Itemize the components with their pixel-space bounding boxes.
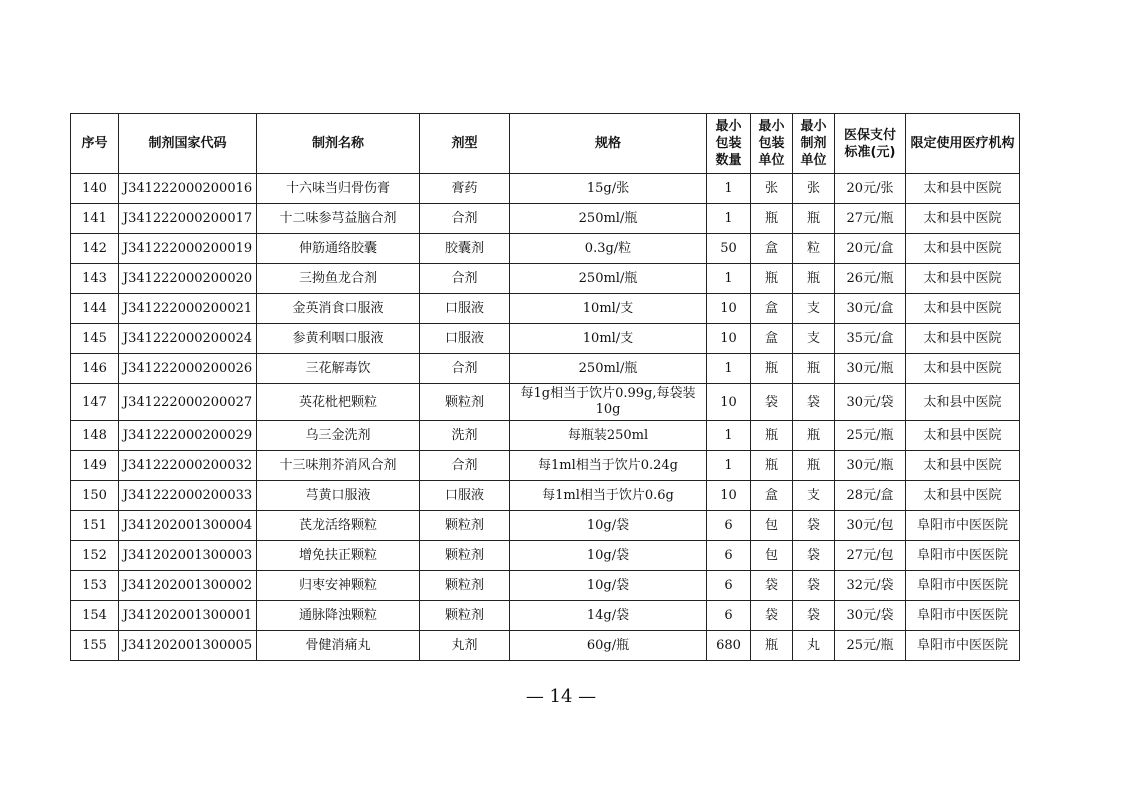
cell-price: 30元/袋 [835, 384, 906, 421]
cell-qty: 10 [707, 294, 751, 324]
cell-prep-unit: 瓶 [793, 354, 835, 384]
cell-price: 25元/瓶 [835, 631, 906, 661]
cell-code: J341222000200027 [119, 384, 257, 421]
cell-code: J341222000200019 [119, 234, 257, 264]
table-header-row [71, 114, 1020, 174]
cell-institution: 太和县中医院 [906, 294, 1020, 324]
cell-pack-unit: 盒 [751, 294, 793, 324]
table-row [71, 451, 1020, 481]
header-price [835, 114, 906, 174]
cell-seq: 155 [71, 631, 119, 661]
cell-name: 十三味荆芥消风合剂 [257, 451, 420, 481]
cell-price: 32元/袋 [835, 571, 906, 601]
cell-pack-unit: 瓶 [751, 354, 793, 384]
table-row [71, 204, 1020, 234]
table-row [71, 324, 1020, 354]
cell-pack-unit: 袋 [751, 384, 793, 421]
cell-pack-unit: 盒 [751, 481, 793, 511]
cell-institution: 太和县中医院 [906, 324, 1020, 354]
cell-form: 口服液 [420, 481, 510, 511]
cell-prep-unit: 瓶 [793, 421, 835, 451]
header-min-prep-unit-line: 最小 [800, 119, 827, 134]
cell-qty: 680 [707, 631, 751, 661]
cell-prep-unit: 袋 [793, 541, 835, 571]
cell-name: 三拗鱼龙合剂 [257, 264, 420, 294]
cell-name: 金英消食口服液 [257, 294, 420, 324]
cell-spec: 10ml/支 [510, 324, 707, 354]
cell-spec: 10g/袋 [510, 571, 707, 601]
cell-form: 颗粒剂 [420, 541, 510, 571]
cell-code: J341222000200021 [119, 294, 257, 324]
cell-code: J341222000200017 [119, 204, 257, 234]
header-min-qty-line: 最小 [715, 119, 742, 134]
cell-institution: 太和县中医院 [906, 481, 1020, 511]
cell-institution: 阜阳市中医医院 [906, 631, 1020, 661]
cell-form: 合剂 [420, 354, 510, 384]
table-row [71, 421, 1020, 451]
header-seq: 序号 [71, 114, 119, 174]
table-row [71, 174, 1020, 204]
cell-pack-unit: 瓶 [751, 451, 793, 481]
cell-spec: 14g/袋 [510, 601, 707, 631]
cell-seq: 147 [71, 384, 119, 421]
cell-form: 合剂 [420, 204, 510, 234]
cell-prep-unit: 支 [793, 481, 835, 511]
cell-pack-unit: 瓶 [751, 264, 793, 294]
cell-price: 27元/包 [835, 541, 906, 571]
cell-qty: 1 [707, 204, 751, 234]
cell-institution: 太和县中医院 [906, 421, 1020, 451]
cell-prep-unit: 袋 [793, 384, 835, 421]
cell-spec: 250ml/瓶 [510, 264, 707, 294]
cell-spec: 15g/张 [510, 174, 707, 204]
cell-form: 口服液 [420, 324, 510, 354]
cell-code: J341202001300002 [119, 571, 257, 601]
cell-form: 口服液 [420, 294, 510, 324]
header-min-pack-unit [751, 114, 793, 174]
cell-form: 丸剂 [420, 631, 510, 661]
table-row [71, 264, 1020, 294]
cell-prep-unit: 袋 [793, 601, 835, 631]
cell-institution: 太和县中医院 [906, 354, 1020, 384]
cell-prep-unit: 支 [793, 324, 835, 354]
table-row [71, 601, 1020, 631]
cell-name: 增免扶正颗粒 [257, 541, 420, 571]
table-row [71, 511, 1020, 541]
cell-spec: 10ml/支 [510, 294, 707, 324]
cell-seq: 142 [71, 234, 119, 264]
cell-qty: 6 [707, 541, 751, 571]
cell-form: 合剂 [420, 451, 510, 481]
cell-code: J341222000200020 [119, 264, 257, 294]
table-row [71, 481, 1020, 511]
cell-qty: 6 [707, 571, 751, 601]
header-min-prep-unit-line: 制剂 [800, 136, 827, 151]
cell-code: J341222000200033 [119, 481, 257, 511]
cell-pack-unit: 瓶 [751, 204, 793, 234]
cell-prep-unit: 袋 [793, 571, 835, 601]
header-min-prep-unit [793, 114, 835, 174]
cell-spec: 每1g相当于饮片0.99g,每袋装10g [510, 384, 707, 421]
cell-seq: 153 [71, 571, 119, 601]
cell-seq: 143 [71, 264, 119, 294]
cell-prep-unit: 张 [793, 174, 835, 204]
cell-name: 芎黄口服液 [257, 481, 420, 511]
cell-name: 芪龙活络颗粒 [257, 511, 420, 541]
cell-form: 膏药 [420, 174, 510, 204]
cell-spec: 每1ml相当于饮片0.24g [510, 451, 707, 481]
cell-seq: 152 [71, 541, 119, 571]
cell-code: J341202001300001 [119, 601, 257, 631]
cell-seq: 150 [71, 481, 119, 511]
cell-spec: 每1ml相当于饮片0.6g [510, 481, 707, 511]
cell-code: J341202001300004 [119, 511, 257, 541]
cell-price: 30元/瓶 [835, 354, 906, 384]
cell-price: 25元/瓶 [835, 421, 906, 451]
header-min-prep-unit-line: 单位 [800, 153, 827, 168]
header-form: 剂型 [420, 114, 510, 174]
header-min-qty [707, 114, 751, 174]
table-row [71, 234, 1020, 264]
cell-institution: 阜阳市中医医院 [906, 601, 1020, 631]
drug-list-table [70, 113, 1020, 661]
cell-institution: 太和县中医院 [906, 174, 1020, 204]
cell-price: 30元/盒 [835, 294, 906, 324]
cell-institution: 阜阳市中医医院 [906, 511, 1020, 541]
cell-code: J341222000200016 [119, 174, 257, 204]
cell-qty: 1 [707, 174, 751, 204]
cell-qty: 10 [707, 481, 751, 511]
cell-name: 伸筋通络胶囊 [257, 234, 420, 264]
cell-institution: 太和县中医院 [906, 451, 1020, 481]
header-min-pack-unit-line: 包装 [758, 136, 785, 151]
cell-spec: 10g/袋 [510, 541, 707, 571]
cell-form: 颗粒剂 [420, 511, 510, 541]
cell-name: 三花解毒饮 [257, 354, 420, 384]
cell-seq: 141 [71, 204, 119, 234]
cell-pack-unit: 盒 [751, 234, 793, 264]
cell-qty: 1 [707, 451, 751, 481]
cell-spec: 10g/袋 [510, 511, 707, 541]
table-row [71, 541, 1020, 571]
cell-form: 合剂 [420, 264, 510, 294]
header-min-qty-line: 包装 [715, 136, 742, 151]
cell-institution: 太和县中医院 [906, 264, 1020, 294]
cell-code: J341222000200024 [119, 324, 257, 354]
cell-price: 35元/盒 [835, 324, 906, 354]
cell-price: 30元/袋 [835, 601, 906, 631]
cell-prep-unit: 粒 [793, 234, 835, 264]
cell-form: 颗粒剂 [420, 571, 510, 601]
cell-name: 参黄利咽口服液 [257, 324, 420, 354]
cell-name: 十二味参芎益脑合剂 [257, 204, 420, 234]
header-spec: 规格 [510, 114, 707, 174]
cell-price: 28元/盒 [835, 481, 906, 511]
cell-price: 27元/瓶 [835, 204, 906, 234]
cell-form: 胶囊剂 [420, 234, 510, 264]
cell-seq: 146 [71, 354, 119, 384]
table-row [71, 294, 1020, 324]
header-min-pack-unit-line: 单位 [758, 153, 785, 168]
cell-spec: 每瓶装250ml [510, 421, 707, 451]
cell-qty: 6 [707, 511, 751, 541]
cell-spec: 250ml/瓶 [510, 354, 707, 384]
cell-prep-unit: 瓶 [793, 451, 835, 481]
cell-price: 30元/瓶 [835, 451, 906, 481]
cell-prep-unit: 丸 [793, 631, 835, 661]
cell-name: 骨健消痛丸 [257, 631, 420, 661]
cell-form: 颗粒剂 [420, 384, 510, 421]
cell-name: 通脉降浊颗粒 [257, 601, 420, 631]
cell-seq: 149 [71, 451, 119, 481]
header-min-pack-unit-line: 最小 [758, 119, 785, 134]
cell-qty: 10 [707, 384, 751, 421]
table-row [71, 384, 1020, 421]
page-number: — 14 — [525, 686, 597, 707]
cell-seq: 140 [71, 174, 119, 204]
cell-qty: 1 [707, 264, 751, 294]
cell-pack-unit: 袋 [751, 571, 793, 601]
cell-price: 20元/张 [835, 174, 906, 204]
cell-price: 30元/包 [835, 511, 906, 541]
cell-pack-unit: 包 [751, 511, 793, 541]
cell-pack-unit: 瓶 [751, 421, 793, 451]
cell-pack-unit: 包 [751, 541, 793, 571]
cell-qty: 1 [707, 354, 751, 384]
table-row [71, 631, 1020, 661]
cell-prep-unit: 支 [793, 294, 835, 324]
cell-name: 十六味当归骨伤膏 [257, 174, 420, 204]
header-institution: 限定使用医疗机构 [906, 114, 1020, 174]
cell-code: J341202001300003 [119, 541, 257, 571]
cell-qty: 50 [707, 234, 751, 264]
cell-code: J341222000200029 [119, 421, 257, 451]
table-row [71, 571, 1020, 601]
cell-qty: 1 [707, 421, 751, 451]
cell-pack-unit: 瓶 [751, 631, 793, 661]
cell-prep-unit: 袋 [793, 511, 835, 541]
cell-spec: 60g/瓶 [510, 631, 707, 661]
cell-prep-unit: 瓶 [793, 204, 835, 234]
cell-spec: 250ml/瓶 [510, 204, 707, 234]
cell-institution: 阜阳市中医医院 [906, 541, 1020, 571]
header-price-line: 医保支付 [843, 127, 896, 143]
cell-prep-unit: 瓶 [793, 264, 835, 294]
cell-pack-unit: 张 [751, 174, 793, 204]
header-min-qty-line: 数量 [715, 153, 742, 168]
cell-seq: 151 [71, 511, 119, 541]
cell-code: J341202001300005 [119, 631, 257, 661]
cell-name: 乌三金洗剂 [257, 421, 420, 451]
cell-institution: 阜阳市中医医院 [906, 571, 1020, 601]
cell-price: 26元/瓶 [835, 264, 906, 294]
cell-name: 英花枇杷颗粒 [257, 384, 420, 421]
cell-form: 洗剂 [420, 421, 510, 451]
cell-spec: 0.3g/粒 [510, 234, 707, 264]
cell-code: J341222000200026 [119, 354, 257, 384]
cell-seq: 145 [71, 324, 119, 354]
cell-institution: 太和县中医院 [906, 234, 1020, 264]
cell-name: 归枣安神颗粒 [257, 571, 420, 601]
cell-seq: 154 [71, 601, 119, 631]
cell-form: 颗粒剂 [420, 601, 510, 631]
cell-institution: 太和县中医院 [906, 204, 1020, 234]
cell-qty: 6 [707, 601, 751, 631]
header-code: 制剂国家代码 [119, 114, 257, 174]
header-name: 制剂名称 [257, 114, 420, 174]
cell-institution: 太和县中医院 [906, 384, 1020, 421]
cell-code: J341222000200032 [119, 451, 257, 481]
cell-seq: 144 [71, 294, 119, 324]
cell-pack-unit: 盒 [751, 324, 793, 354]
header-price-line: 标准(元) [844, 144, 896, 160]
cell-pack-unit: 袋 [751, 601, 793, 631]
cell-qty: 10 [707, 324, 751, 354]
table-row [71, 354, 1020, 384]
cell-seq: 148 [71, 421, 119, 451]
cell-price: 20元/盒 [835, 234, 906, 264]
